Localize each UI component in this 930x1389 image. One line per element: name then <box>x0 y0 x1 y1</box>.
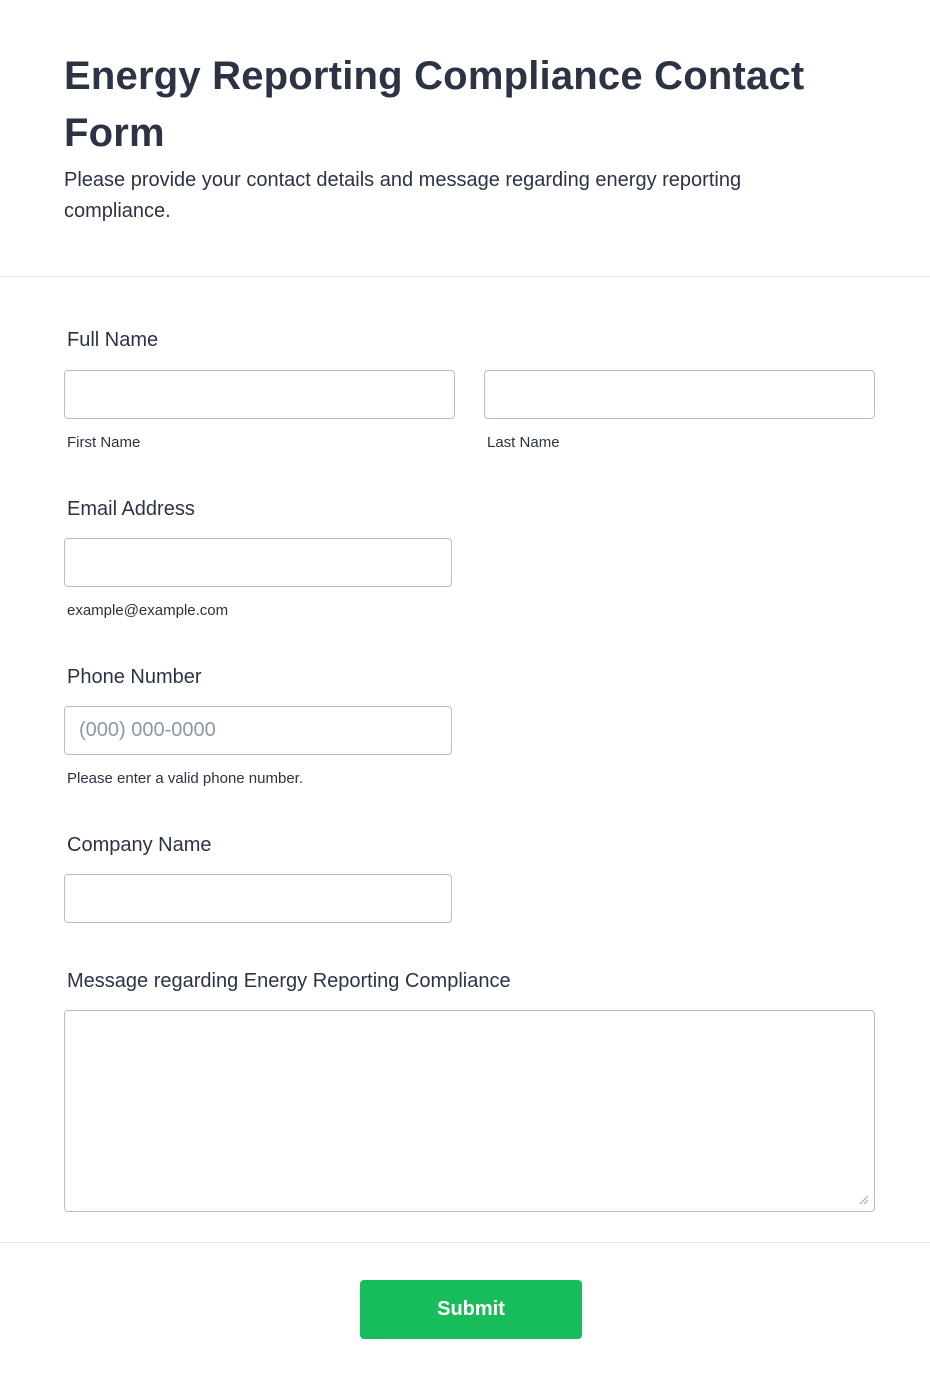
phone-field[interactable] <box>64 706 452 755</box>
form-header <box>0 0 930 277</box>
phone-sublabel: Please enter a valid phone number. <box>67 770 303 787</box>
submit-button[interactable]: Submit <box>360 1280 582 1339</box>
full-name-label: Full Name <box>67 329 159 351</box>
footer-divider <box>0 1242 930 1243</box>
last-name-input[interactable] <box>484 370 875 419</box>
resize-grip-icon[interactable] <box>857 1193 869 1205</box>
email-field[interactable] <box>64 538 452 587</box>
message-label: Message regarding Energy Reporting Compliance <box>67 970 511 992</box>
company-label: Company Name <box>67 834 212 856</box>
first-name-sublabel: First Name <box>67 434 141 451</box>
company-name-field[interactable] <box>64 874 452 923</box>
page-title: Energy Reporting Compliance Contact Form <box>64 54 805 155</box>
message-textarea[interactable] <box>64 1010 875 1212</box>
page-subtitle: Please provide your contact details and message regarding energy reporting compliance. <box>64 169 742 222</box>
phone-label: Phone Number <box>67 666 202 688</box>
last-name-sublabel: Last Name <box>487 434 560 451</box>
email-label: Email Address <box>67 498 195 520</box>
first-name-input[interactable] <box>64 370 455 419</box>
email-sublabel: example@example.com <box>67 602 229 619</box>
